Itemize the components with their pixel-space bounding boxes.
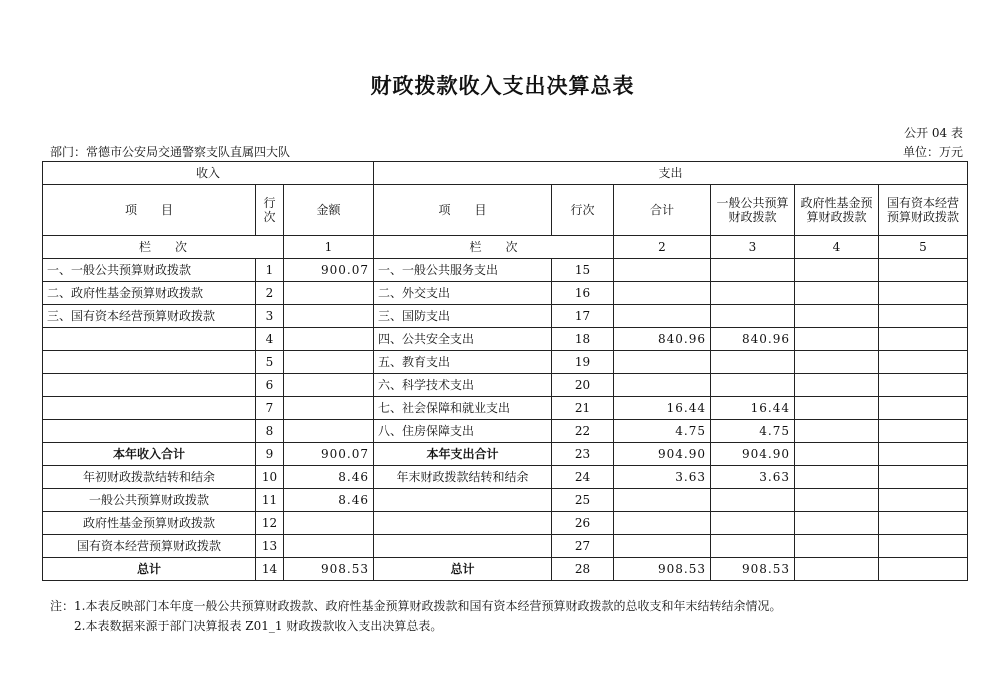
expense-total-cell: 3.63	[614, 466, 711, 489]
expense-fund-cell	[795, 374, 879, 397]
income-amount-cell	[284, 535, 374, 558]
expense-total-cell: 840.96	[614, 328, 711, 351]
header-row-columns	[43, 185, 968, 236]
expense-line-cell: 27	[552, 535, 614, 558]
expense-general-cell	[711, 282, 795, 305]
expense-line-cell: 19	[552, 351, 614, 374]
expense-general-cell: 904.90	[711, 443, 795, 466]
expense-fund-cell	[795, 558, 879, 581]
income-item-cell	[43, 397, 256, 420]
expense-line-cell: 28	[552, 558, 614, 581]
expense-item-cell: 八、住房保障支出	[374, 420, 552, 443]
notes	[50, 596, 781, 636]
expense-general-cell	[711, 535, 795, 558]
expense-total-cell: 16.44	[614, 397, 711, 420]
header-row-sections	[43, 162, 968, 185]
budget-table	[42, 161, 968, 581]
expense-general-cell	[711, 305, 795, 328]
income-amount-cell	[284, 305, 374, 328]
table-row	[43, 489, 968, 512]
table-row	[43, 512, 968, 535]
income-line-cell: 13	[256, 535, 284, 558]
table-row	[43, 374, 968, 397]
note-2: 2.本表数据来源于部门决算报表 Z01_1 财政拨款收入支出决算总表。	[74, 619, 443, 633]
expense-line-cell: 15	[552, 259, 614, 282]
expense-line-header: 行次	[552, 185, 614, 236]
income-line-cell: 6	[256, 374, 284, 397]
expense-fund-cell	[795, 443, 879, 466]
col1-label: 1	[284, 236, 374, 259]
expense-state-cell	[879, 466, 968, 489]
income-item-cell: 国有资本经营预算财政拨款	[43, 535, 256, 558]
expense-line-cell: 17	[552, 305, 614, 328]
expense-total-cell	[614, 259, 711, 282]
income-item-cell: 一般公共预算财政拨款	[43, 489, 256, 512]
income-amount-cell	[284, 328, 374, 351]
expense-state-cell	[879, 259, 968, 282]
expense-fund-cell	[795, 397, 879, 420]
income-line-cell: 12	[256, 512, 284, 535]
income-line-header: 行 次	[256, 185, 284, 236]
expense-line-cell: 23	[552, 443, 614, 466]
expense-total-cell	[614, 512, 711, 535]
table-row	[43, 397, 968, 420]
expense-state-cell	[879, 397, 968, 420]
expense-item-cell	[374, 535, 552, 558]
department-label: 部门：常德市公安局交通警察支队直属四大队	[50, 145, 291, 159]
expense-general-cell: 3.63	[711, 466, 795, 489]
expense-line-cell: 26	[552, 512, 614, 535]
expense-item-cell: 七、社会保障和就业支出	[374, 397, 552, 420]
income-item-cell	[43, 328, 256, 351]
income-line-cell: 1	[256, 259, 284, 282]
expense-state-cell	[879, 282, 968, 305]
expense-state-cell	[879, 443, 968, 466]
income-line-cell: 4	[256, 328, 284, 351]
expense-item-cell	[374, 512, 552, 535]
expense-item-cell: 五、教育支出	[374, 351, 552, 374]
income-line-cell: 9	[256, 443, 284, 466]
income-item-cell: 二、政府性基金预算财政拨款	[43, 282, 256, 305]
expense-state-cell	[879, 512, 968, 535]
expense-item-cell: 二、外交支出	[374, 282, 552, 305]
income-item-cell	[43, 351, 256, 374]
expense-line-cell: 21	[552, 397, 614, 420]
income-item-cell: 年初财政拨款结转和结余	[43, 466, 256, 489]
expense-fund-cell	[795, 351, 879, 374]
expense-total-cell	[614, 305, 711, 328]
expense-item-cell: 四、公共安全支出	[374, 328, 552, 351]
table-row	[43, 305, 968, 328]
income-amount-cell: 8.46	[284, 466, 374, 489]
expense-fund-cell	[795, 282, 879, 305]
expense-fund-cell	[795, 305, 879, 328]
expense-general-cell	[711, 259, 795, 282]
income-item-cell: 本年收入合计	[43, 443, 256, 466]
expense-general-cell	[711, 351, 795, 374]
expense-general-cell: 4.75	[711, 420, 795, 443]
expense-fund-cell	[795, 535, 879, 558]
table-row	[43, 466, 968, 489]
expense-line-cell: 20	[552, 374, 614, 397]
expense-general-cell: 908.53	[711, 558, 795, 581]
expense-fund-cell	[795, 420, 879, 443]
column-label-income: 栏 次	[43, 236, 284, 259]
expense-total-cell: 4.75	[614, 420, 711, 443]
expense-total-cell	[614, 374, 711, 397]
general-header: 一般公共预算财政拨款	[711, 185, 795, 236]
expense-total-cell	[614, 282, 711, 305]
expense-line-cell: 24	[552, 466, 614, 489]
form-code: 公开 04 表	[904, 126, 963, 140]
income-line-cell: 5	[256, 351, 284, 374]
expense-fund-cell	[795, 466, 879, 489]
income-amount-cell: 900.07	[284, 259, 374, 282]
income-amount-cell	[284, 512, 374, 535]
expense-total-cell	[614, 535, 711, 558]
income-item-cell: 总计	[43, 558, 256, 581]
income-item-cell: 政府性基金预算财政拨款	[43, 512, 256, 535]
expense-general-cell: 16.44	[711, 397, 795, 420]
expense-total-cell: 904.90	[614, 443, 711, 466]
income-item-cell: 一、一般公共预算财政拨款	[43, 259, 256, 282]
fund-header: 政府性基金预算财政拨款	[795, 185, 879, 236]
unit-label: 单位：万元	[902, 145, 963, 159]
expense-state-cell	[879, 535, 968, 558]
income-amount-cell	[284, 374, 374, 397]
income-amount-cell: 900.07	[284, 443, 374, 466]
expense-fund-cell	[795, 489, 879, 512]
page-title: 财政拨款收入支出决算总表	[370, 73, 635, 98]
expense-state-cell	[879, 305, 968, 328]
state-header: 国有资本经营预算财政拨款	[879, 185, 968, 236]
expense-general-cell	[711, 512, 795, 535]
col2-label: 2	[614, 236, 711, 259]
table-row	[43, 282, 968, 305]
expense-state-cell	[879, 351, 968, 374]
amount-header: 金额	[284, 185, 374, 236]
table-row	[43, 558, 968, 581]
column-label-row	[43, 236, 968, 259]
expense-item-cell: 总计	[374, 558, 552, 581]
income-item-cell	[43, 374, 256, 397]
income-amount-cell: 908.53	[284, 558, 374, 581]
column-label-expense: 栏 次	[374, 236, 614, 259]
expense-general-cell: 840.96	[711, 328, 795, 351]
income-header: 收入	[43, 162, 374, 185]
income-amount-cell	[284, 420, 374, 443]
table-row	[43, 420, 968, 443]
expense-item-cell	[374, 489, 552, 512]
col4-label: 4	[795, 236, 879, 259]
income-line-cell: 7	[256, 397, 284, 420]
expense-fund-cell	[795, 259, 879, 282]
expense-state-cell	[879, 558, 968, 581]
income-amount-cell	[284, 397, 374, 420]
expense-item-cell: 一、一般公共服务支出	[374, 259, 552, 282]
col5-label: 5	[879, 236, 968, 259]
expense-general-cell	[711, 374, 795, 397]
expense-item-cell: 六、科学技术支出	[374, 374, 552, 397]
income-amount-cell	[284, 351, 374, 374]
table-row	[43, 351, 968, 374]
expense-total-cell	[614, 351, 711, 374]
expense-item-header: 项 目	[374, 185, 552, 236]
expense-line-cell: 25	[552, 489, 614, 512]
expense-line-cell: 16	[552, 282, 614, 305]
income-line-cell: 8	[256, 420, 284, 443]
table-row	[43, 328, 968, 351]
table-row	[43, 443, 968, 466]
expense-item-cell: 三、国防支出	[374, 305, 552, 328]
expense-header: 支出	[374, 162, 968, 185]
col3-label: 3	[711, 236, 795, 259]
expense-fund-cell	[795, 512, 879, 535]
note-1: 注：1.本表反映部门本年度一般公共预算财政拨款、政府性基金预算财政拨款和国有资本经营预算财政拨款的总收支和年末结转结余情况。	[50, 599, 782, 613]
expense-state-cell	[879, 420, 968, 443]
expense-general-cell	[711, 489, 795, 512]
income-line-cell: 10	[256, 466, 284, 489]
income-line-cell: 11	[256, 489, 284, 512]
income-item-header: 项 目	[43, 185, 256, 236]
expense-fund-cell	[795, 328, 879, 351]
income-item-cell	[43, 420, 256, 443]
income-line-cell: 3	[256, 305, 284, 328]
income-amount-cell	[284, 282, 374, 305]
income-item-cell: 三、国有资本经营预算财政拨款	[43, 305, 256, 328]
expense-state-cell	[879, 328, 968, 351]
total-header: 合计	[614, 185, 711, 236]
income-line-cell: 2	[256, 282, 284, 305]
income-amount-cell: 8.46	[284, 489, 374, 512]
expense-line-cell: 18	[552, 328, 614, 351]
expense-total-cell	[614, 489, 711, 512]
expense-state-cell	[879, 489, 968, 512]
table-row	[43, 535, 968, 558]
expense-total-cell: 908.53	[614, 558, 711, 581]
expense-item-cell: 本年支出合计	[374, 443, 552, 466]
expense-line-cell: 22	[552, 420, 614, 443]
table-row	[43, 259, 968, 282]
expense-item-cell: 年末财政拨款结转和结余	[374, 466, 552, 489]
expense-state-cell	[879, 374, 968, 397]
income-line-cell: 14	[256, 558, 284, 581]
